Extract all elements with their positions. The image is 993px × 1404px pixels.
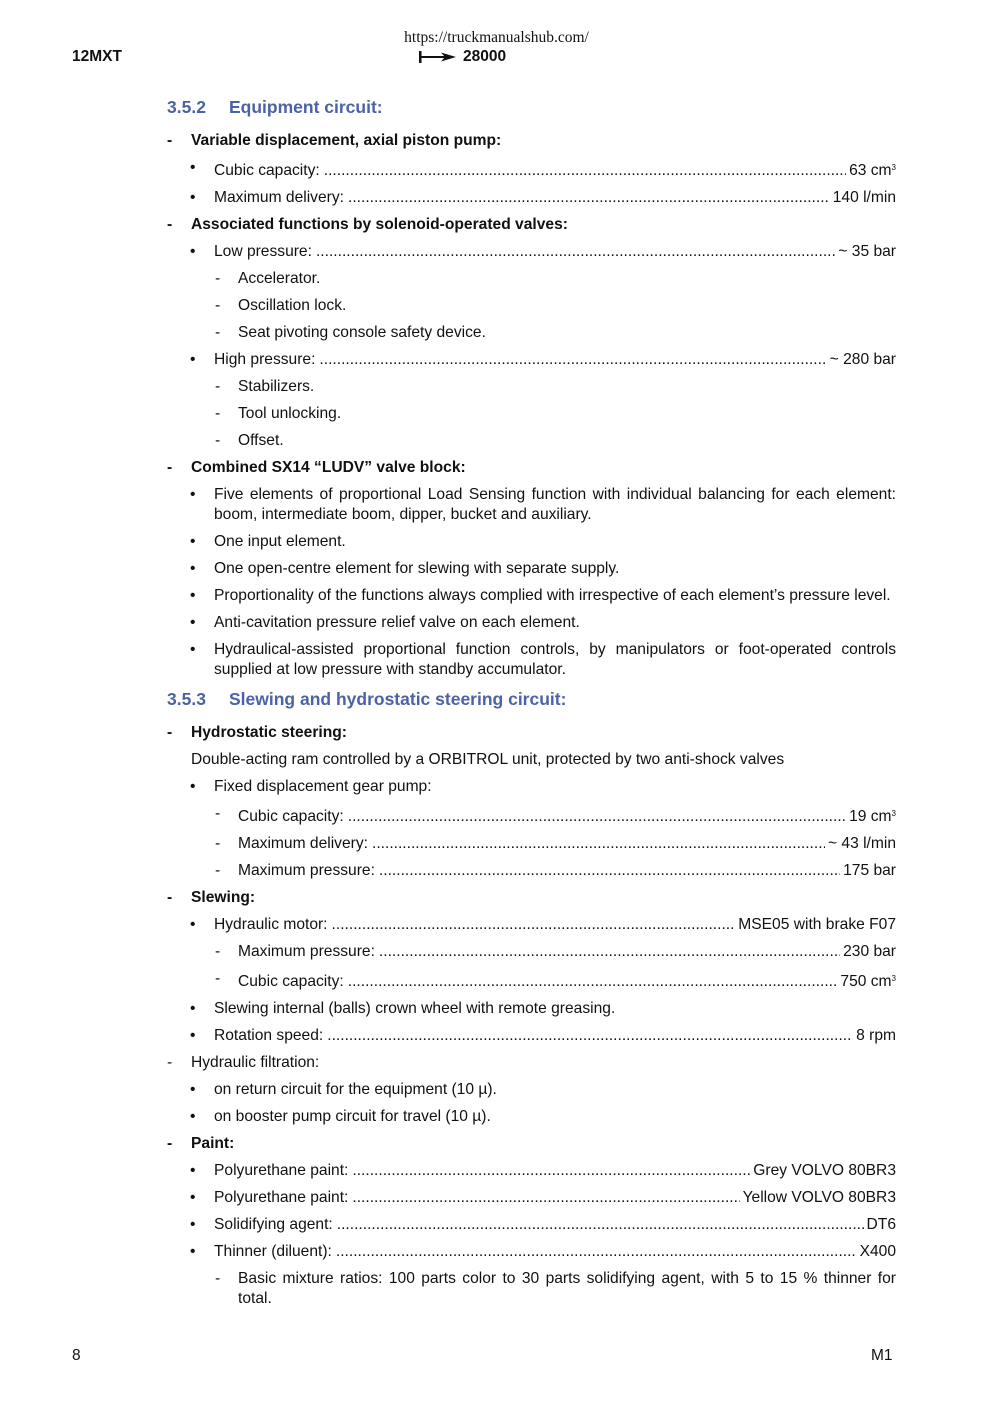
slewing-heading-item — [167, 888, 896, 908]
section-title: Slewing and hydrostatic steering circuit: — [229, 689, 567, 709]
list-item-text: Oscillation lock. — [238, 297, 347, 314]
dash-marker: - — [167, 459, 173, 476]
bullet-marker: • — [190, 1216, 196, 1233]
dot-leader — [379, 861, 840, 881]
list-item — [167, 296, 896, 316]
valve-block-heading: Combined SX14 “LUDV” valve block: — [191, 459, 466, 476]
dash-marker: - — [215, 835, 221, 852]
list-item — [167, 613, 896, 633]
paint-heading-item — [167, 1134, 896, 1154]
dash-marker: - — [215, 943, 221, 960]
spec-label: Maximum pressure: — [238, 862, 375, 879]
bullet-marker: • — [190, 916, 196, 933]
spec-value: Grey VOLVO 80BR3 — [753, 1162, 896, 1179]
spec-value: MSE05 with brake F07 — [738, 916, 896, 933]
dot-leader — [336, 1242, 857, 1262]
spec-label: Low pressure: — [214, 243, 312, 260]
bullet-marker: • — [190, 778, 196, 795]
bullet-marker: • — [190, 486, 196, 503]
spec-value: 175 bar — [843, 862, 896, 879]
dash-marker: - — [167, 724, 173, 741]
dash-marker: - — [215, 405, 221, 422]
dot-leader — [316, 242, 835, 262]
dash-marker: - — [167, 1135, 173, 1152]
spec-label: Hydraulic motor: — [214, 916, 328, 933]
dot-leader — [337, 1215, 864, 1235]
filtration-heading: Hydraulic filtration: — [191, 1054, 320, 1071]
dash-marker: - — [215, 805, 221, 822]
solenoid-heading: Associated functions by solenoid-operated valves: — [191, 216, 568, 233]
section-number: 3.5.3 — [167, 689, 206, 709]
spec-label: Cubic capacity: — [214, 162, 320, 179]
steering-heading-item — [167, 723, 896, 743]
dot-leader — [352, 1188, 739, 1208]
spec-value: 19 $cm^3$ — [849, 808, 896, 825]
spec-value: X400 — [859, 1243, 896, 1260]
serial-range — [419, 48, 506, 66]
steering-heading: Hydrostatic steering: — [191, 724, 347, 741]
dot-leader — [348, 972, 838, 992]
list-item — [167, 377, 896, 397]
bullet-marker: • — [190, 1027, 196, 1044]
dash-marker: - — [215, 432, 221, 449]
spec-motor-cubic-capacity — [167, 969, 896, 992]
section-number: 3.5.2 — [167, 97, 206, 117]
solenoid-heading-item — [167, 215, 896, 235]
bullet-marker: • — [190, 1081, 196, 1098]
spec-value: 8 rpm — [856, 1027, 896, 1044]
spec-value: ~ 43 l/min — [827, 835, 896, 852]
arrow-serial-from-icon — [419, 51, 457, 63]
list-item — [167, 532, 896, 552]
bullet-marker: • — [190, 243, 196, 260]
spec-low-pressure — [167, 242, 896, 262]
list-item — [167, 404, 896, 424]
list-item-text: Stabilizers. — [238, 378, 315, 395]
spec-paint-grey — [167, 1161, 896, 1181]
bullet-marker: • — [190, 1108, 196, 1125]
section-title: Equipment circuit: — [229, 97, 383, 117]
list-item — [167, 1269, 896, 1309]
spec-motor-max-pressure — [167, 942, 896, 962]
dot-leader — [348, 188, 830, 208]
dot-leader — [372, 834, 825, 854]
list-item-text: Slewing internal (balls) crown wheel with remote greasing. — [214, 1000, 616, 1017]
spec-pump-cubic-capacity — [167, 158, 896, 181]
spec-label: Maximum delivery: — [238, 835, 368, 852]
spec-label: Maximum delivery: — [214, 189, 344, 206]
list-item-text: Five elements of proportional Load Sensing function with individual balancing for each element: boom, intermediate boom, dipper, bucket and auxiliary. — [214, 486, 896, 523]
list-item-text: Fixed displacement gear pump: — [214, 778, 432, 795]
spec-gear-pump-cubic-capacity — [167, 804, 896, 827]
dash-marker: - — [215, 270, 221, 287]
spec-label: Solidifying agent: — [214, 1216, 333, 1233]
section-heading-slewing-steering — [167, 687, 896, 711]
section-heading-equipment-circuit — [167, 95, 896, 119]
list-item — [167, 269, 896, 289]
spec-label: Cubic capacity: — [238, 808, 344, 825]
bullet-marker: • — [190, 1162, 196, 1179]
list-item — [167, 1080, 896, 1100]
list-item-text: One input element. — [214, 533, 346, 550]
spec-value: ~ 280 bar — [829, 351, 896, 368]
dot-leader — [324, 161, 846, 181]
list-item — [167, 559, 896, 579]
dot-leader — [319, 350, 826, 370]
spec-hydraulic-motor — [167, 915, 896, 935]
dot-leader — [379, 942, 840, 962]
spec-value: 140 l/min — [832, 189, 896, 206]
bullet-marker: • — [190, 614, 196, 631]
paragraph-text: Double-acting ram controlled by a ORBITROL unit, protected by two anti-shock valves — [191, 751, 785, 768]
list-item — [167, 431, 896, 451]
list-item — [167, 1107, 896, 1127]
list-item-text: One open-centre element for slewing with separate supply. — [214, 560, 620, 577]
bullet-marker: • — [190, 641, 196, 658]
dash-marker: - — [215, 297, 221, 314]
spec-label: Rotation speed: — [214, 1027, 324, 1044]
dash-marker: - — [215, 324, 221, 341]
spec-value: 230 bar — [843, 943, 896, 960]
bullet-marker: • — [190, 1189, 196, 1206]
spec-label: Thinner (diluent): — [214, 1243, 332, 1260]
list-item-text: Tool unlocking. — [238, 405, 342, 422]
spec-label: Polyurethane paint: — [214, 1162, 349, 1179]
bullet-marker: • — [190, 1000, 196, 1017]
dot-leader — [332, 915, 736, 935]
dash-marker: - — [167, 1054, 173, 1071]
machine-model: 12MXT — [72, 48, 122, 65]
bullet-marker: • — [190, 587, 196, 604]
list-item — [167, 640, 896, 680]
spec-value: Yellow VOLVO 80BR3 — [742, 1189, 896, 1206]
list-item-text: Basic mixture ratios: 100 parts color to 30 parts solidifying agent, with 5 to 15 % thinner for total. — [238, 1270, 896, 1307]
page-number: 8 — [72, 1347, 81, 1364]
pump-heading-item — [167, 131, 896, 151]
spec-label: Maximum pressure: — [238, 943, 375, 960]
spec-rotation-speed — [167, 1026, 896, 1046]
spec-paint-yellow — [167, 1188, 896, 1208]
list-item — [167, 485, 896, 525]
list-item-text: Accelerator. — [238, 270, 321, 287]
steering-description — [167, 750, 896, 770]
bullet-marker: • — [190, 1243, 196, 1260]
spec-gear-pump-max-delivery — [167, 834, 896, 854]
spec-high-pressure — [167, 350, 896, 370]
spec-value: 750 $cm^3$ — [840, 973, 896, 990]
spec-pump-max-delivery — [167, 188, 896, 208]
page-content — [167, 93, 896, 1316]
list-item — [167, 999, 896, 1019]
dash-marker: - — [215, 1270, 221, 1287]
bullet-marker: • — [190, 159, 196, 176]
dash-marker: - — [167, 889, 173, 906]
dot-leader — [327, 1026, 853, 1046]
list-item — [167, 323, 896, 343]
serial-number: 28000 — [463, 48, 507, 65]
dash-marker: - — [167, 132, 173, 149]
paint-heading: Paint: — [191, 1135, 235, 1152]
dash-marker: - — [215, 378, 221, 395]
list-item-text: Seat pivoting console safety device. — [238, 324, 486, 341]
dash-marker: - — [167, 216, 173, 233]
bullet-marker: • — [190, 560, 196, 577]
list-item — [167, 777, 896, 797]
bullet-marker: • — [190, 351, 196, 368]
spec-value: 63 $cm^3$ — [849, 162, 896, 179]
footer-code: M1 — [871, 1347, 893, 1364]
spec-solidifying-agent — [167, 1215, 896, 1235]
list-item-text: on return circuit for the equipment (10 µ). — [214, 1081, 497, 1098]
pump-heading: Variable displacement, axial piston pump: — [191, 132, 502, 149]
spec-label: Polyurethane paint: — [214, 1189, 349, 1206]
list-item-text: Proportionality of the functions always complied with irrespective of each element’s pressure level. — [214, 587, 891, 604]
dash-marker: - — [215, 970, 221, 987]
spec-value: ~ 35 bar — [838, 243, 896, 260]
valve-block-heading-item — [167, 458, 896, 478]
list-item-text: Anti-cavitation pressure relief valve on each element. — [214, 614, 580, 631]
spec-gear-pump-max-pressure — [167, 861, 896, 881]
list-item-text: on booster pump circuit for travel (10 µ). — [214, 1108, 491, 1125]
spec-thinner — [167, 1242, 896, 1262]
bullet-marker: • — [190, 189, 196, 206]
list-item — [167, 586, 896, 606]
filtration-heading-item — [167, 1053, 896, 1073]
spec-value: DT6 — [866, 1216, 896, 1233]
spec-label: Cubic capacity: — [238, 973, 344, 990]
bullet-marker: • — [190, 533, 196, 550]
dot-leader — [348, 807, 846, 827]
source-url: https://truckmanualshub.com/ — [404, 29, 589, 46]
list-item-text: Offset. — [238, 432, 284, 449]
spec-label: High pressure: — [214, 351, 316, 368]
list-item-text: Hydraulical-assisted proportional function controls, by manipulators or foot-operated controls supplied at low pressure with standby accumulator. — [214, 641, 896, 678]
slewing-heading: Slewing: — [191, 889, 256, 906]
dot-leader — [352, 1161, 750, 1181]
dash-marker: - — [215, 862, 221, 879]
